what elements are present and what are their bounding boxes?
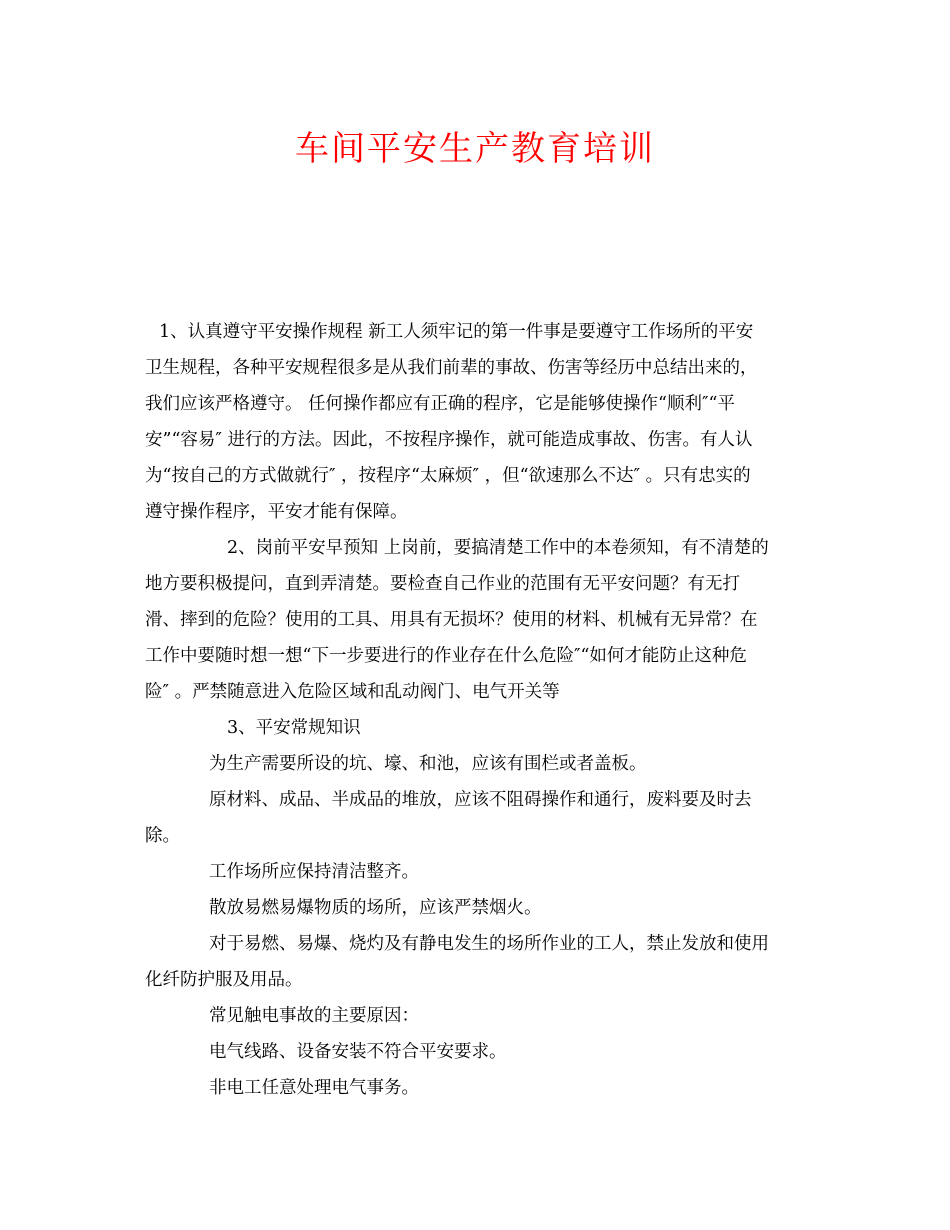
section-heading: 3、平安常规知识 — [227, 718, 361, 738]
paragraph-line: 散放易燃易爆物质的场所，应该严禁烟火。 — [209, 898, 542, 918]
paragraph-line: 安”“容易″ 进行的方法。因此，不按程序操作，就可能造成事故、伤害。有人认 — [145, 430, 753, 450]
paragraph-line: 卫生规程，各种平安规程很多是从我们前辈的事故、伤害等经历中总结出来的， — [145, 358, 758, 378]
paragraph-line: 原材料、成品、半成品的堆放，应该不阻碍操作和通行，废料要及时去 — [209, 790, 752, 810]
paragraph-line: 我们应该严格遵守。 任何操作都应有正确的程序，它是能够使操作“顺利″“平 — [145, 394, 735, 414]
paragraph-line: 对于易燃、易爆、烧灼及有静电发生的场所作业的工人，禁止发放和使用 — [209, 934, 769, 954]
paragraph-line: 2、岗前平安早预知 上岗前，要搞清楚工作中的本卷须知，有不清楚的 — [227, 538, 769, 558]
document-title: 车间平安生产教育培训 — [295, 129, 655, 169]
paragraph-line: 遵守操作程序，平安才能有保障。 — [145, 502, 408, 522]
paragraph-line: 非电工任意处理电气事务。 — [209, 1078, 419, 1098]
paragraph-line: 滑、摔到的危险？使用的工具、用具有无损坏？使用的材料、机械有无异常？在 — [145, 610, 758, 630]
paragraph-line: 为生产需要所设的坑、壕、和池，应该有围栏或者盖板。 — [209, 754, 647, 774]
paragraph-line: 电气线路、设备安装不符合平安要求。 — [209, 1042, 507, 1062]
paragraph-line: 工作场所应保持清洁整齐。 — [209, 862, 419, 882]
paragraph-line: 除。 — [145, 826, 180, 846]
paragraph-line: 险″ 。严禁随意进入危险区域和乱动阀门、电气开关等 — [145, 682, 560, 702]
paragraph-line: 1、认真遵守平安操作规程 新工人须牢记的第一件事是要遵守工作场所的平安 — [159, 322, 754, 342]
paragraph-line: 化纤防护服及用品。 — [145, 970, 303, 990]
paragraph-line: 为“按自己的方式做就行″ ，按程序“太麻烦″ ，但“欲速那么不达″ 。只有忠实的 — [145, 466, 751, 486]
paragraph-line: 工作中要随时想一想“下一步要进行的作业存在什么危险″“如何才能防止这种危 — [145, 646, 747, 666]
paragraph-line: 常见触电事故的主要原因： — [209, 1006, 419, 1026]
document-body — [145, 314, 807, 1106]
paragraph-line: 地方要积极提问，直到弄清楚。要检查自己作业的范围有无平安问题？有无打 — [145, 574, 740, 594]
